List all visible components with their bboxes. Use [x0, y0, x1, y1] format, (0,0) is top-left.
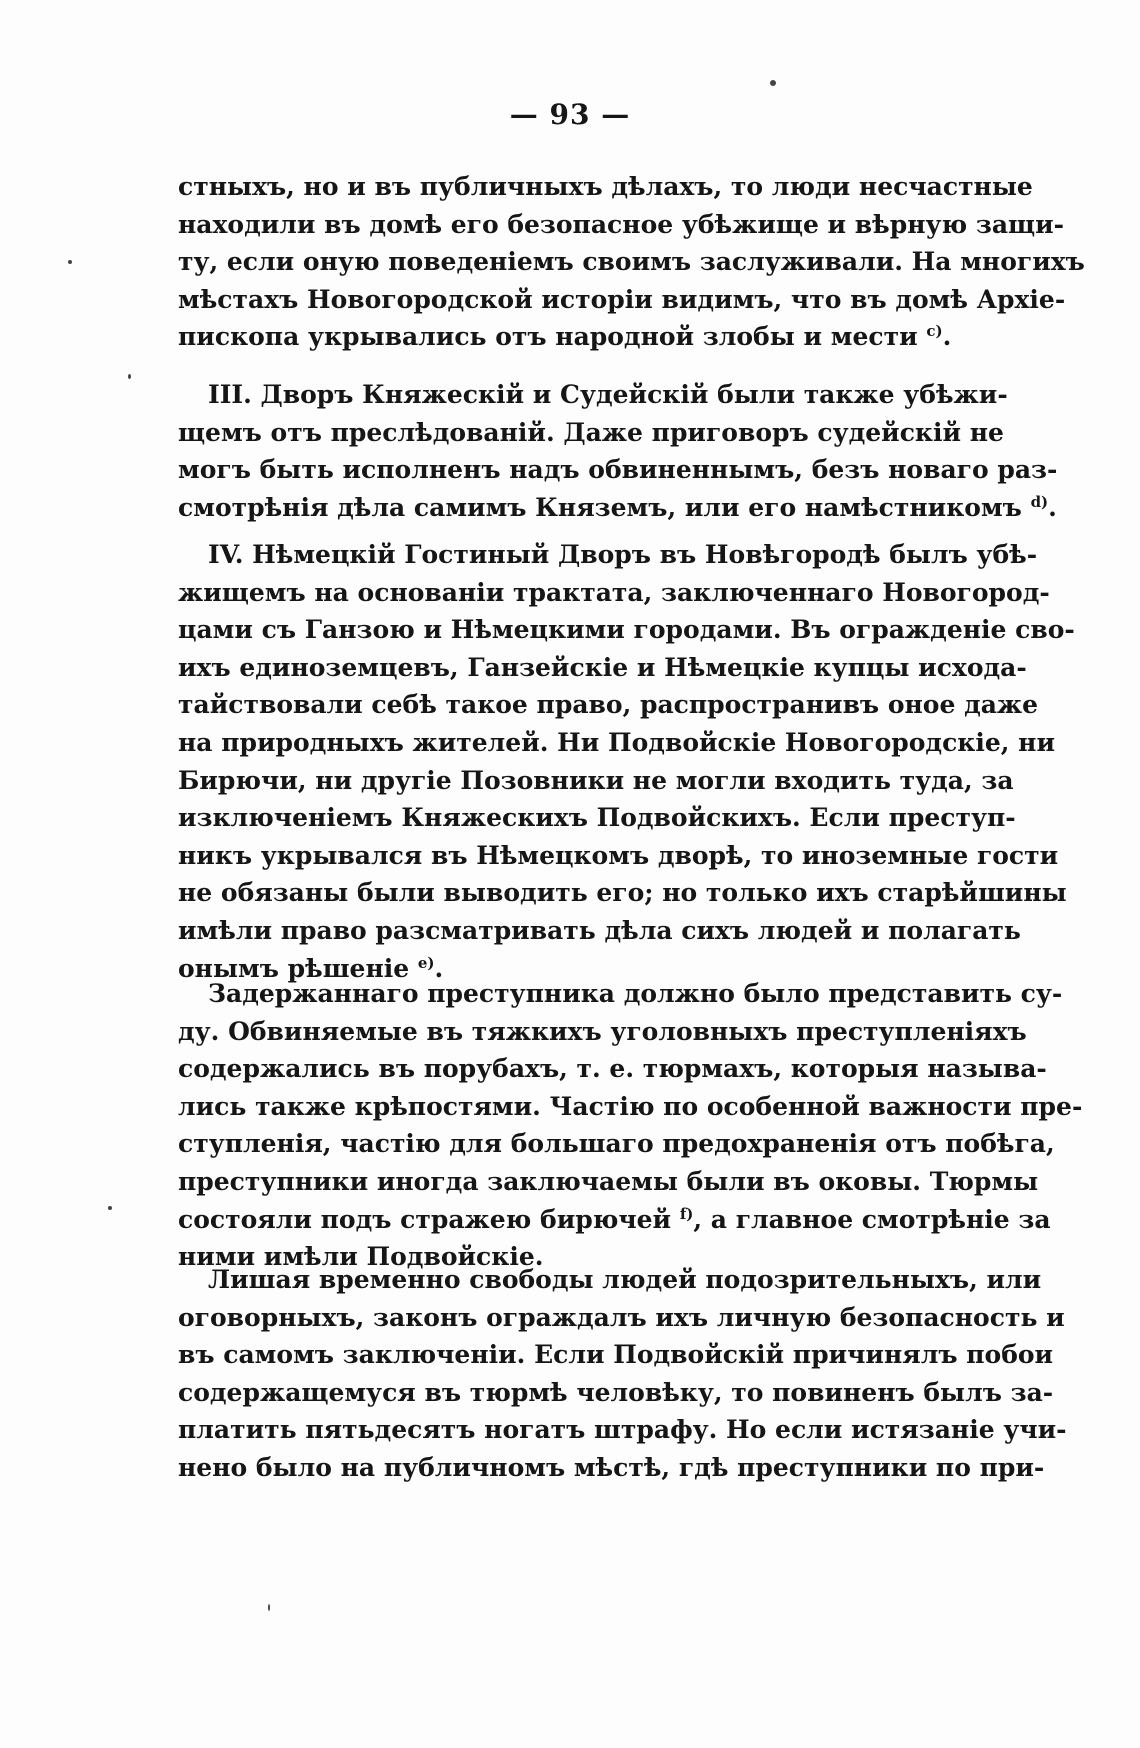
text-fragment: состояли подъ стражею бирючей: [178, 1204, 672, 1234]
text-line: ступленiя, частiю для большаго предохраненiя отъ побѣга,: [178, 1129, 1055, 1159]
text-fragment: .: [942, 322, 952, 352]
text-fragment: .: [434, 953, 444, 983]
text-line: изключенiемъ Княжескихъ Подвойскихъ. Если преступ-: [178, 803, 1016, 833]
text-fragment: смотрѣнiя дѣла самимъ Княземъ, или его намѣстникомъ: [178, 492, 1022, 522]
text-line: имѣли право разсматривать дѣла сихъ людей и полагать: [178, 915, 1021, 945]
scan-speck: [108, 1206, 112, 1210]
text-line: находили въ домѣ его безопасное убѣжище и вѣрную защи-: [178, 209, 1064, 239]
text-line: ду. Обвиняемые въ тяжкихъ уголовныхъ преступленiяхъ: [178, 1016, 1027, 1046]
page-number: — 93 —: [509, 98, 631, 131]
text-line: Задержаннаго преступника должно было представить су-: [208, 979, 1063, 1008]
scan-speck: [68, 260, 72, 264]
footnote-marker: f): [679, 1204, 694, 1223]
text-line: платить пятьдесятъ ногатъ штрафу. Но если истязанiе учи-: [178, 1415, 1067, 1445]
scan-speck: [128, 374, 131, 379]
footnote-marker: c): [926, 322, 943, 341]
footnote-marker: d): [1030, 492, 1049, 511]
scan-speck: [770, 80, 776, 86]
text-fragment: , а главное смотрѣнiе за: [693, 1204, 1051, 1234]
paragraph-german-court: [178, 536, 1075, 987]
text-line: Лишая временно свободы людей подозрительныхъ, или: [208, 1265, 1042, 1294]
text-line: нено было на публичномъ мѣстѣ, гдѣ преступники по при-: [178, 1452, 1045, 1482]
scan-speck: [268, 1604, 270, 1611]
paragraph-personal-safety: [178, 1261, 1067, 1487]
text-line: ними имѣли Подвойскiе.: [178, 1242, 544, 1272]
text-line: цами съ Ганзою и Нѣмецкими городами. Въ огражденiе сво-: [178, 615, 1075, 645]
text-line: лись также крѣпостями. Частiю по особенной важности пре-: [178, 1091, 1083, 1121]
text-line: IV. Нѣмецкiй Гостиный Дворъ въ Новѣгородѣ былъ убѣ-: [208, 540, 1038, 569]
paragraph-prisons: [178, 975, 1083, 1276]
text-line: содержались въ порубахъ, т. е. тюрмахъ, которыя называ-: [178, 1054, 1047, 1084]
text-line: преступники иногда заключаемы были въ оковы. Тюрмы: [178, 1166, 1039, 1196]
text-line: содержащемуся въ тюрмѣ человѣку, то повиненъ былъ за-: [178, 1377, 1054, 1407]
text-line: жищемъ на основанiи трактата, заключеннаго Новогород-: [178, 577, 1050, 607]
text-line: мѣстахъ Новогородской исторiи видимъ, что въ домѣ Архiе-: [178, 284, 1066, 314]
paragraph-archbishop-house: [178, 168, 1085, 356]
text-line: тайствовали себѣ такое право, распространивъ оное даже: [178, 690, 1039, 720]
text-line: щемъ отъ преслѣдованiй. Даже приговоръ судейскiй не: [178, 417, 1004, 447]
text-fragment: онымъ рѣшенiе: [178, 953, 410, 983]
text-line: въ самомъ заключенiи. Если Подвойскiй причинялъ побои: [178, 1340, 1054, 1370]
text-line: Бирючи, ни другiе Позовники не могли входить туда, за: [178, 765, 1014, 795]
text-line: не обязаны были выводить его; но только ихъ старѣйшины: [178, 878, 1067, 908]
text-line: на природныхъ жителей. Ни Подвойскiе Новогородскiе, ни: [178, 727, 1056, 757]
text-fragment: .: [1048, 492, 1057, 522]
text-line: никъ укрывался въ Нѣмецкомъ дворѣ, то иноземные гости: [178, 840, 1059, 870]
footnote-marker: e): [417, 953, 435, 972]
text-line: [178, 1201, 1051, 1239]
text-line: [178, 489, 1057, 527]
text-line: оговорныхъ, законъ ограждалъ ихъ личную безопасность и: [178, 1302, 1065, 1332]
paragraph-princely-court: [178, 376, 1058, 526]
text-line: ту, если оную поведенiемъ своимъ заслуживали. На многихъ: [178, 247, 1085, 277]
text-line: III. Дворъ Княжескiй и Судейскiй были также убѣжи-: [208, 380, 1008, 409]
text-line: могъ быть исполненъ надъ обвиненнымъ, безъ новаго раз-: [178, 455, 1058, 485]
text-line: ихъ единоземцевъ, Ганзейскiе и Нѣмецкiе купцы исхода-: [178, 652, 1027, 682]
text-fragment: пископа укрывались отъ народной злобы и мести: [178, 322, 918, 352]
text-line: стныхъ, но и въ публичныхъ дѣлахъ, то люди несчастные: [178, 172, 1033, 201]
text-line: [178, 318, 978, 356]
